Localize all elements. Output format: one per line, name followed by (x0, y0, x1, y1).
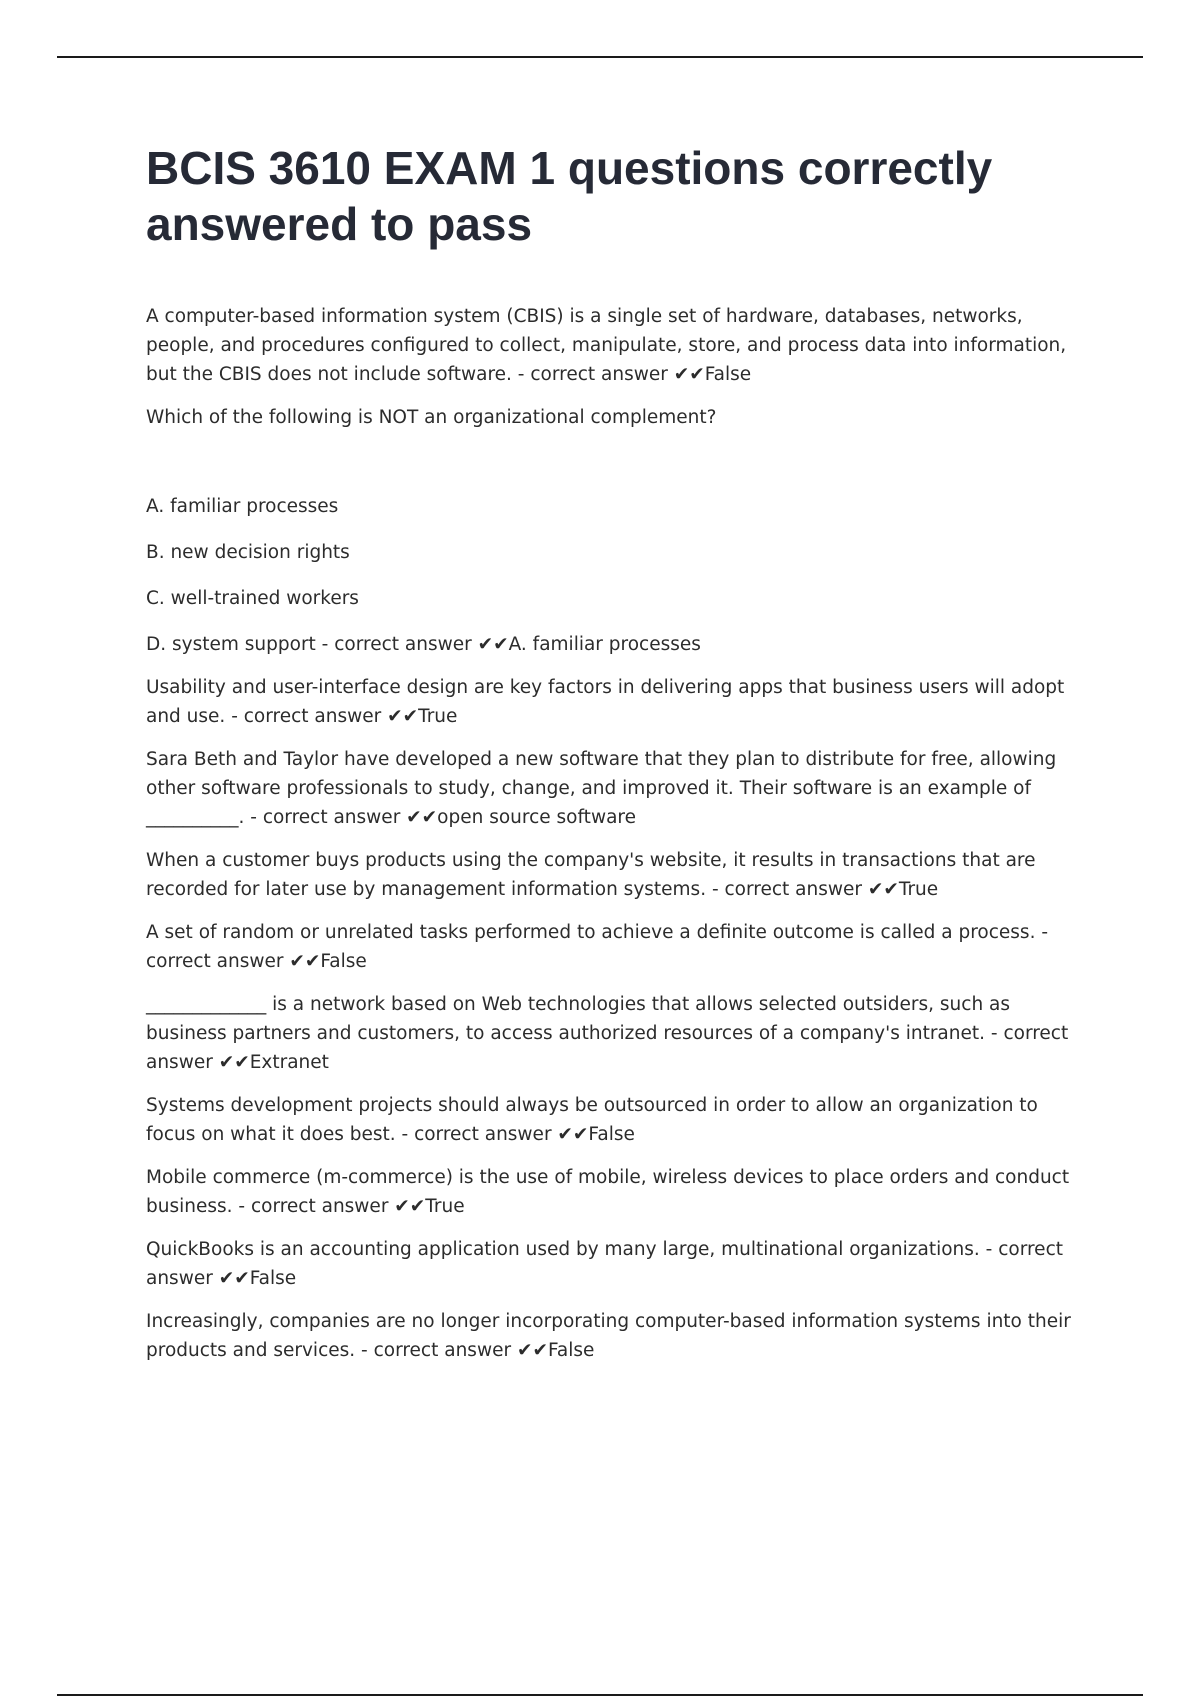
qa-item-cbis-products: Increasingly, companies are no longer incorporating computer-based information systems into their products and services. - correct answer ✔✔False (146, 1311, 1071, 1361)
qa-item-cbis: A computer-based information system (CBIS) is a single set of hardware, databases, networks, people, and procedures configured to collect, manipulate, store, and process data into information, but the CBIS does not include software. - correct answer ✔✔False (146, 306, 1067, 385)
qa-option-d-answer: D. system support - correct answer ✔✔A. familiar processes (146, 634, 701, 655)
qa-option-a: A. familiar processes (146, 496, 339, 517)
bottom-rule (57, 1694, 1143, 1696)
qa-item-quickbooks: QuickBooks is an accounting application used by many large, multinational organizations. - correct answer ✔✔False (146, 1239, 1063, 1289)
qa-item-extranet: _____________ is a network based on Web technologies that allows selected outsiders, such as business partners and customers, to access authorized resources of a company's intranet. - correct answer ✔✔Extranet (146, 994, 1069, 1073)
qa-option-b: B. new decision rights (146, 542, 350, 563)
qa-item-m-commerce: Mobile commerce (m-commerce) is the use of mobile, wireless devices to place orders and conduct business. - correct answer ✔✔True (146, 1167, 1070, 1217)
top-rule (57, 56, 1143, 58)
qa-item-transactions: When a customer buys products using the company's website, it results in transactions that are recorded for later use by management information systems. - correct answer ✔✔True (146, 850, 1036, 900)
qa-item-usability: Usability and user-interface design are key factors in delivering apps that business users will adopt and use. - correct answer ✔✔True (146, 677, 1065, 727)
qa-item-process: A set of random or unrelated tasks performed to achieve a definite outcome is called a process. - correct answer ✔✔False (146, 922, 1049, 972)
qa-item-open-source: Sara Beth and Taylor have developed a new software that they plan to distribute for free, allowing other software professionals to study, change, and improved it. Their software is an example of __________. - correct answer ✔✔open source software (146, 749, 1057, 828)
qa-option-c: C. well-trained workers (146, 588, 359, 609)
document-title: BCIS 3610 EXAM 1 questions correctly answered to pass (146, 142, 993, 250)
qa-item-question-organizational-complement: Which of the following is NOT an organizational complement? (146, 407, 717, 428)
document-body (146, 140, 1090, 1379)
qa-item-outsourcing: Systems development projects should always be outsourced in order to allow an organization to focus on what it does best. - correct answer ✔✔False (146, 1095, 1038, 1145)
